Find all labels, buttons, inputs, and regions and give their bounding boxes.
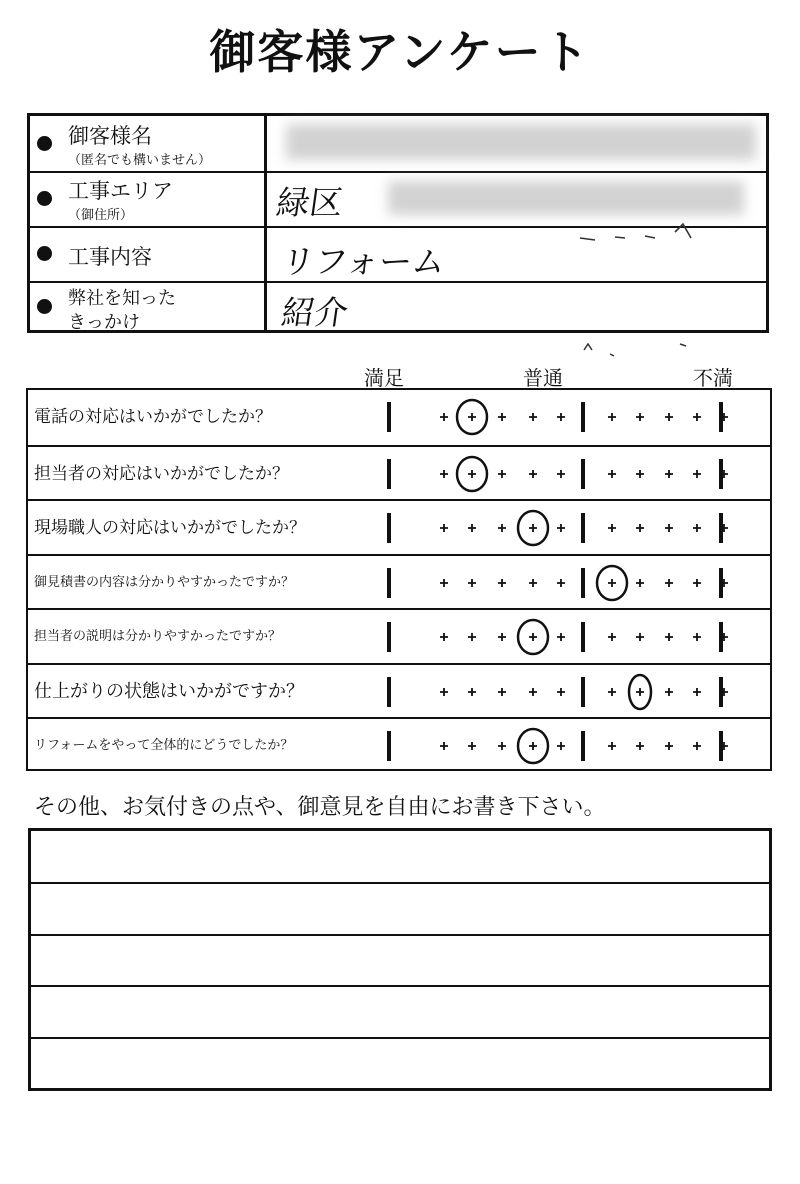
- source-answer[interactable]: 紹介: [278, 293, 351, 332]
- comment-line: [31, 985, 769, 987]
- rating-option-3[interactable]: [529, 579, 537, 587]
- area-label: 工事エリア: [68, 179, 173, 203]
- pen-scribble: [575, 220, 715, 250]
- question-text: 担当者の説明は分かりやすかったですか？: [34, 629, 282, 644]
- rating-option-0[interactable]: [440, 470, 448, 478]
- rating-option-2[interactable]: [498, 742, 506, 750]
- question-row: [28, 554, 770, 610]
- question-text: 担当者の対応はいかがでしたか？: [34, 464, 289, 484]
- rating-option-6[interactable]: [636, 413, 644, 421]
- redacted-name: [286, 124, 756, 160]
- rating-option-5[interactable]: [608, 688, 616, 696]
- rating-option-2[interactable]: [498, 524, 506, 532]
- customer-name-sublabel: （匿名でも構いません）: [68, 153, 212, 168]
- bullet-icon: [37, 136, 52, 151]
- rating-option-4[interactable]: [557, 413, 565, 421]
- rating-option-7[interactable]: [665, 579, 673, 587]
- rating-option-2[interactable]: [498, 579, 506, 587]
- rating-option-8[interactable]: [693, 633, 701, 641]
- rating-option-1[interactable]: [468, 742, 476, 750]
- rating-option-3[interactable]: [529, 470, 537, 478]
- rating-option-8[interactable]: [693, 688, 701, 696]
- rating-option-5[interactable]: [608, 413, 616, 421]
- rating-option-5[interactable]: [608, 579, 616, 587]
- question-row: [28, 499, 770, 555]
- comments-box[interactable]: [28, 828, 772, 1091]
- rating-option-6[interactable]: [636, 524, 644, 532]
- rating-option-4[interactable]: [557, 470, 565, 478]
- question-text: 電話の対応はいかがでしたか？: [34, 407, 272, 427]
- customer-info-table: [27, 113, 769, 333]
- rating-option-3[interactable]: [529, 742, 537, 750]
- comment-line: [31, 882, 769, 884]
- rating-option-6[interactable]: [636, 470, 644, 478]
- rating-option-8[interactable]: [693, 579, 701, 587]
- rating-scale[interactable]: [384, 665, 734, 719]
- question-row: [28, 390, 770, 444]
- rating-option-0[interactable]: [440, 579, 448, 587]
- info-row-customer-name: [30, 116, 766, 171]
- rating-option-4[interactable]: [557, 742, 565, 750]
- rating-scale[interactable]: [384, 501, 734, 555]
- rating-option-3[interactable]: [529, 633, 537, 641]
- rating-option-7[interactable]: [665, 470, 673, 478]
- info-label-cell: [30, 228, 267, 283]
- area-sublabel: （御住所）: [68, 208, 134, 223]
- rating-option-7[interactable]: [665, 688, 673, 696]
- rating-option-6[interactable]: [636, 579, 644, 587]
- comments-label: その他、お気付きの点や、御意見を自由にお書き下さい。: [34, 795, 606, 820]
- rating-option-2[interactable]: [498, 688, 506, 696]
- rating-option-8[interactable]: [693, 742, 701, 750]
- question-row: [28, 717, 770, 773]
- rating-option-5[interactable]: [608, 470, 616, 478]
- rating-option-6[interactable]: [636, 633, 644, 641]
- rating-option-1[interactable]: [468, 470, 476, 478]
- rating-option-3[interactable]: [529, 413, 537, 421]
- rating-scale[interactable]: [384, 719, 734, 773]
- bullet-icon: [37, 246, 52, 261]
- rating-option-2[interactable]: [498, 413, 506, 421]
- question-text: 現場職人の対応はいかがでしたか？: [34, 518, 306, 538]
- rating-option-1[interactable]: [468, 524, 476, 532]
- rating-table: [26, 388, 772, 771]
- rating-option-5[interactable]: [608, 742, 616, 750]
- rating-scale[interactable]: [384, 390, 734, 444]
- rating-option-1[interactable]: [468, 688, 476, 696]
- rating-scale[interactable]: [384, 447, 734, 501]
- rating-option-0[interactable]: [440, 688, 448, 696]
- comment-line: [31, 1037, 769, 1039]
- source-label-2: きっかけ: [68, 312, 140, 333]
- rating-option-1[interactable]: [468, 413, 476, 421]
- rating-option-4[interactable]: [557, 524, 565, 532]
- rating-option-7[interactable]: [665, 524, 673, 532]
- rating-option-3[interactable]: [529, 524, 537, 532]
- question-row: [28, 663, 770, 719]
- rating-option-1[interactable]: [468, 579, 476, 587]
- bullet-icon: [37, 191, 52, 206]
- area-answer[interactable]: 緑区: [273, 183, 346, 222]
- rating-option-0[interactable]: [440, 524, 448, 532]
- rating-option-2[interactable]: [498, 470, 506, 478]
- work-label: 工事内容: [68, 245, 152, 269]
- rating-option-7[interactable]: [665, 742, 673, 750]
- rating-option-1[interactable]: [468, 633, 476, 641]
- rating-option-5[interactable]: [608, 524, 616, 532]
- redacted-address: [388, 181, 744, 215]
- pen-scribble: [580, 336, 700, 366]
- rating-option-4[interactable]: [557, 579, 565, 587]
- scale-label-satisfied: 満足: [364, 366, 404, 390]
- rating-scale[interactable]: [384, 556, 734, 610]
- rating-option-8[interactable]: [693, 470, 701, 478]
- rating-scale[interactable]: [384, 610, 734, 664]
- source-label: 弊社を知った: [68, 288, 176, 309]
- bullet-icon: [37, 299, 52, 314]
- question-text: 御見積書の内容は分かりやすかったですか？: [34, 575, 295, 590]
- rating-option-6[interactable]: [636, 688, 644, 696]
- rating-option-2[interactable]: [498, 633, 506, 641]
- rating-option-7[interactable]: [665, 633, 673, 641]
- rating-option-7[interactable]: [665, 413, 673, 421]
- question-row: [28, 608, 770, 664]
- question-row: [28, 445, 770, 501]
- work-answer[interactable]: リフォーム: [278, 242, 448, 281]
- survey-title: 御客様アンケート: [209, 25, 591, 79]
- info-row-work: [30, 226, 766, 283]
- rating-option-4[interactable]: [557, 688, 565, 696]
- question-text: 仕上がりの状態はいかがですか？: [34, 681, 304, 702]
- rating-option-0[interactable]: [440, 413, 448, 421]
- question-text: リフォームをやって全体的にどうでしたか？: [34, 738, 294, 753]
- customer-name-label: 御客様名: [68, 124, 152, 148]
- scale-label-dissatisfied: 不満: [693, 366, 733, 390]
- info-label-cell: [30, 116, 267, 171]
- rating-option-4[interactable]: [557, 633, 565, 641]
- rating-option-6[interactable]: [636, 742, 644, 750]
- rating-option-3[interactable]: [529, 688, 537, 696]
- rating-option-5[interactable]: [608, 633, 616, 641]
- comment-line: [31, 934, 769, 936]
- rating-option-0[interactable]: [440, 633, 448, 641]
- info-label-cell: [30, 173, 267, 228]
- info-row-source: [30, 281, 766, 332]
- rating-option-8[interactable]: [693, 524, 701, 532]
- info-label-cell: [30, 283, 267, 332]
- rating-option-8[interactable]: [693, 413, 701, 421]
- rating-option-0[interactable]: [440, 742, 448, 750]
- scale-label-neutral: 普通: [523, 366, 563, 390]
